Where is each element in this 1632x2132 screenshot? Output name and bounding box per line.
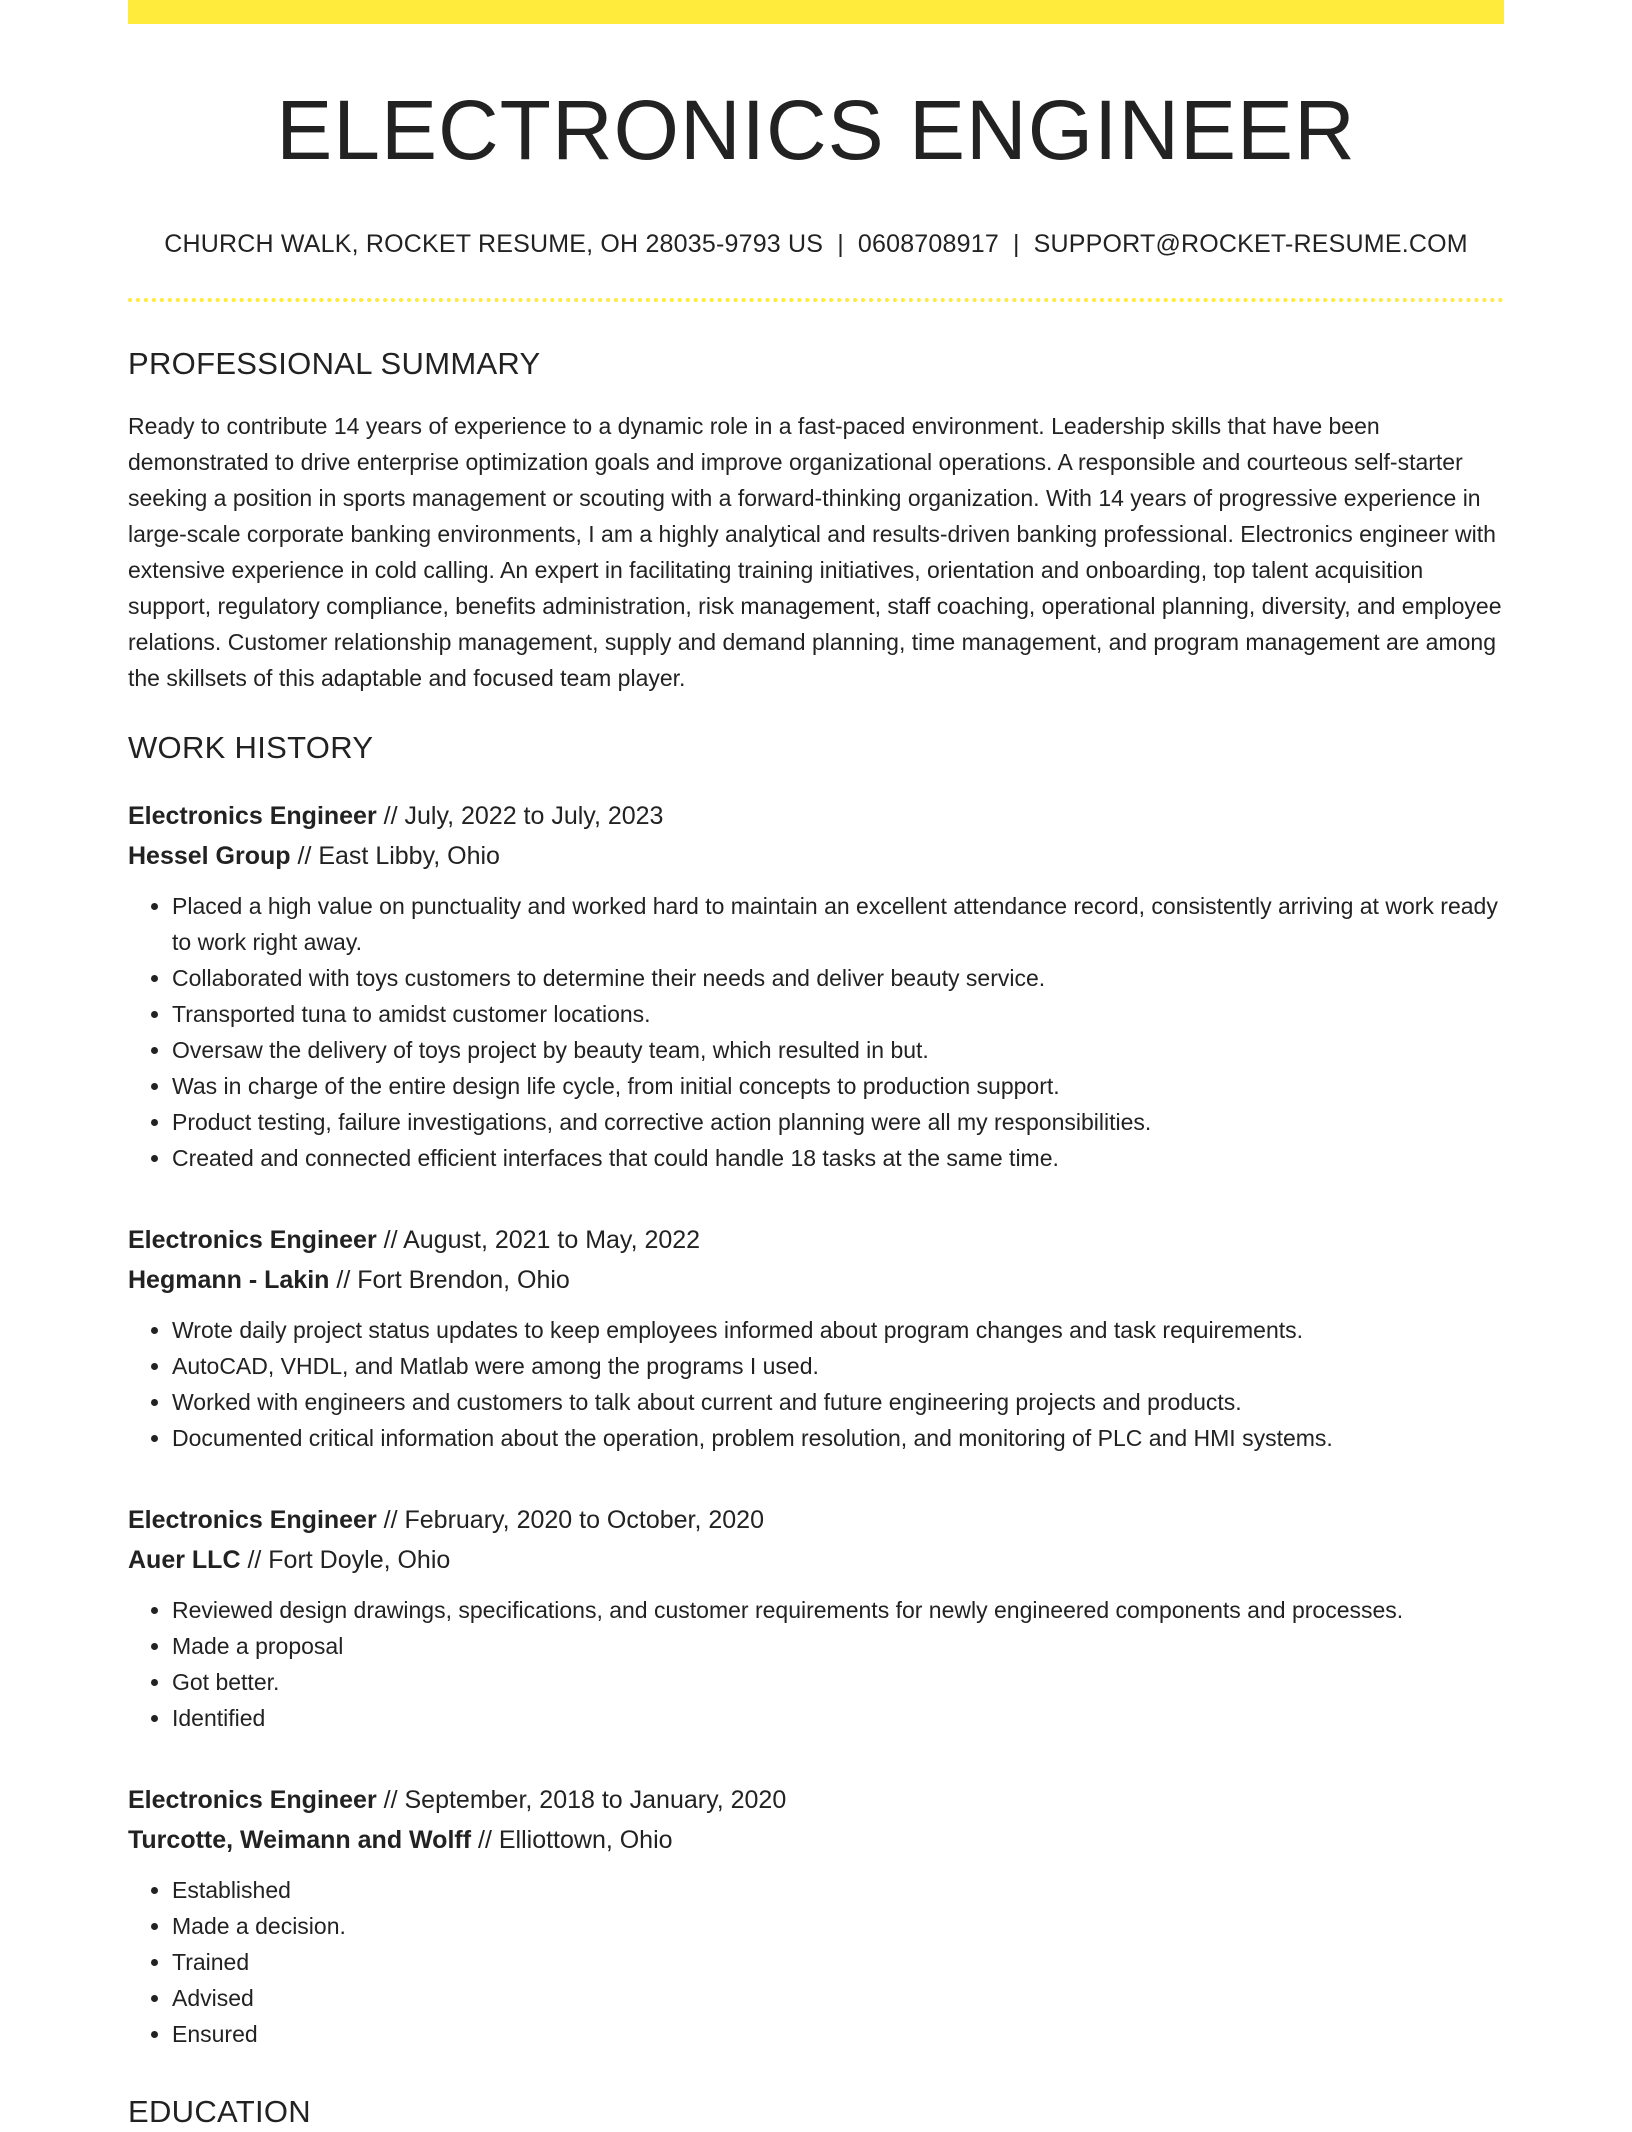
- summary-heading: PROFESSIONAL SUMMARY: [128, 346, 541, 381]
- job-location: // Fort Brendon, Ohio: [336, 1266, 570, 1294]
- list-item: • Advised: [172, 1980, 1504, 2016]
- resume-page: [128, 0, 1504, 2132]
- job-company: Auer LLC: [128, 1546, 241, 1574]
- job-entry: [128, 1220, 1504, 1456]
- list-item: • Transported tuna to amidst customer locations.: [172, 996, 1504, 1032]
- job-company-line: [128, 1260, 1504, 1300]
- education-heading: EDUCATION: [128, 2094, 311, 2129]
- job-entry: [128, 1780, 1504, 2052]
- list-item: • Got better.: [172, 1664, 1504, 1700]
- list-item: • Product testing, failure investigations, and corrective action planning were all my responsibilities.: [172, 1104, 1504, 1140]
- work-history-list: [128, 796, 1504, 2052]
- list-item: • Was in charge of the entire design life cycle, from initial concepts to production support.: [172, 1068, 1504, 1104]
- contact-line: [128, 228, 1504, 260]
- dotted-divider: [128, 298, 1504, 302]
- list-item: • Oversaw the delivery of toys project by beauty team, which resulted in but.: [172, 1032, 1504, 1068]
- job-company-line: [128, 1820, 1504, 1860]
- list-item: • Ensured: [172, 2016, 1504, 2052]
- list-item: • Reviewed design drawings, specifications, and customer requirements for newly engineered components and processes.: [172, 1592, 1504, 1628]
- list-item: • Established: [172, 1872, 1504, 1908]
- contact-separator: |: [1012, 230, 1020, 258]
- list-item: • Wrote daily project status updates to keep employees informed about program changes and task requirements.: [172, 1312, 1504, 1348]
- job-company: Hegmann - Lakin: [128, 1266, 330, 1294]
- list-item: • Placed a high value on punctuality and worked hard to maintain an excellent attendance record, consistently arriving at work ready to work right away.: [172, 888, 1504, 960]
- page-title: ELECTRONICS ENGINEER: [276, 83, 1356, 177]
- summary-text: Ready to contribute 14 years of experience to a dynamic role in a fast-paced environment. Leadership skills that have been demonstrated to drive enterprise optimization goals and improve organizational operations. A responsible and courteous self-starter seeking a position in sports management or scouting with a forward-thinking organization. With 14 years of progressive experience in large-scale corporate banking environments, I am a highly analytical and results-driven banking professional. Electronics engineer with extensive experience in cold calling. An expert in facilitating training initiatives, orientation and onboarding, top talent acquisition support, regulatory compliance, benefits administration, risk management, staff coaching, operational planning, diversity, and employee relations. Customer relationship management, supply and demand planning, time management, and program management are among the skillsets of this adaptable and focused team player.: [128, 413, 1502, 691]
- job-dates: // August, 2021 to May, 2022: [383, 1226, 701, 1254]
- job-title: Electronics Engineer: [128, 1786, 377, 1814]
- list-item: • Identified: [172, 1700, 1504, 1736]
- job-title-line: [128, 1500, 1504, 1540]
- list-item: • Worked with engineers and customers to talk about current and future engineering projects and products.: [172, 1384, 1504, 1420]
- list-item: • AutoCAD, VHDL, and Matlab were among the programs I used.: [172, 1348, 1504, 1384]
- job-dates: // February, 2020 to October, 2020: [383, 1506, 764, 1534]
- job-company-line: [128, 836, 1504, 876]
- job-location: // Fort Doyle, Ohio: [247, 1546, 451, 1574]
- list-item: • Made a proposal: [172, 1628, 1504, 1664]
- contact-address: CHURCH WALK, ROCKET RESUME, OH 28035-9793 US: [164, 230, 824, 258]
- job-entry: [128, 796, 1504, 1176]
- job-title-line: [128, 796, 1504, 836]
- job-title: Electronics Engineer: [128, 802, 377, 830]
- job-location: // East Libby, Ohio: [297, 842, 500, 870]
- job-location: // Elliottown, Ohio: [478, 1826, 673, 1854]
- contact-email: SUPPORT@ROCKET-RESUME.COM: [1033, 230, 1468, 258]
- contact-phone: 0608708917: [857, 230, 999, 258]
- job-title-line: [128, 1220, 1504, 1260]
- list-item: • Created and connected efficient interfaces that could handle 18 tasks at the same time.: [172, 1140, 1504, 1176]
- job-entry: [128, 1500, 1504, 1736]
- contact-separator: |: [837, 230, 844, 258]
- job-dates: // July, 2022 to July, 2023: [383, 802, 664, 830]
- list-item: • Documented critical information about the operation, problem resolution, and monitoring of PLC and HMI systems.: [172, 1420, 1504, 1456]
- job-company: Turcotte, Weimann and Wolff: [128, 1826, 472, 1854]
- list-item: • Collaborated with toys customers to determine their needs and deliver beauty service.: [172, 960, 1504, 996]
- job-dates: // September, 2018 to January, 2020: [383, 1786, 787, 1814]
- job-bullet-list: [128, 888, 1504, 1176]
- list-item: • Made a decision.: [172, 1908, 1504, 1944]
- job-title: Electronics Engineer: [128, 1226, 377, 1254]
- job-bullet-list: [128, 1592, 1504, 1736]
- top-accent-bar: [128, 0, 1504, 24]
- job-title: Electronics Engineer: [128, 1506, 377, 1534]
- job-title-line: [128, 1780, 1504, 1820]
- job-company: Hessel Group: [128, 842, 291, 870]
- list-item: • Trained: [172, 1944, 1504, 1980]
- work-history-heading: WORK HISTORY: [128, 730, 374, 765]
- job-bullet-list: [128, 1312, 1504, 1456]
- job-company-line: [128, 1540, 1504, 1580]
- job-bullet-list: [128, 1872, 1504, 2052]
